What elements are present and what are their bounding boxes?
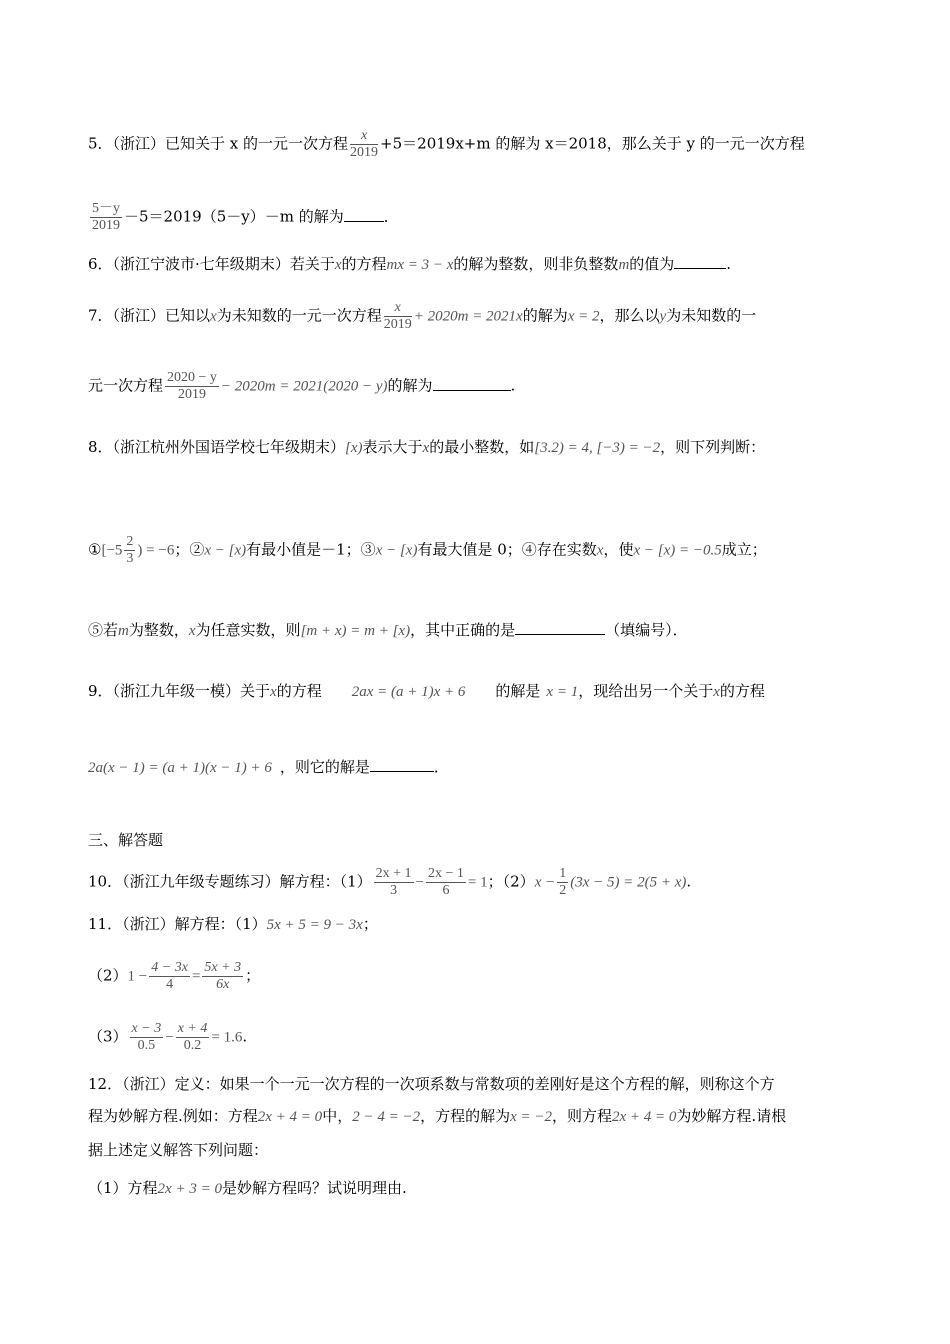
q8-line1: 8．（浙江杭州外国语学校七年级期末）[x)表示大于x的最小整数，如[3.2) = 4, [−3) = −2，则下列判断： xyxy=(88,438,766,456)
q10-line: 10．（浙江九年级专题练习）解方程：（1） $\frac{2x + 1}{3}$ − $\frac{2x - 1}{6}$ = 1；（2）x − $\frac{1}{2}$ (3x − 5) = 2(5 + x). xyxy=(88,866,692,898)
q11-fraction-1: $\frac{4 - 3x}{4}$ xyxy=(151,960,188,992)
q5-line2: $\frac{5-y}{2019}$ －5＝2019（5－y）－m 的解为 ． xyxy=(92,201,399,233)
q6-line: 6．（浙江宁波市·七年级期末）若关于x的方程mx = 3 − x的解为整数，则非负整数m的值为 . xyxy=(88,255,732,273)
q5-line1: 5．（浙江）已知关于 x 的一元一次方程 $\frac{x}{2019}$ +5＝2019x+m 的解为 x＝2018，那么关于 y 的一元一次方程 xyxy=(88,128,805,160)
q10-fraction-2: $\frac{2x - 1}{6}$ xyxy=(428,866,464,898)
q5-fraction-2: $\frac{5-y}{2019}$ xyxy=(92,201,120,233)
q9-line1: 9．（浙江九年级一模）关于x的方程 2ax = (a + 1)x + 6 的解是 x = 1，现给出另一个关于x的方程 xyxy=(88,682,765,700)
q7-answer-blank[interactable] xyxy=(433,376,511,391)
q11-fraction-2: $\frac{5x + 3}{6x}$ xyxy=(204,960,242,992)
q8-line2: ①[−5 $\frac{2}{3}$ ) = −6；②x − [x)有最小值是－1；③x − [x)有最大值是 0；④存在实数x，使x − [x) = −0.5成立； xyxy=(88,534,767,566)
q12-line2: 程为妙解方程.例如：方程2x + 4 = 0中，2 − 4 = −2，方程的解为x = −2，则方程2x + 4 = 0为妙解方程.请根 xyxy=(88,1107,787,1125)
q12-part1: （1）方程2x + 3 = 0是妙解方程吗？试说明理由. xyxy=(88,1179,407,1197)
q7-fraction-2: $\frac{2020 - y}{2019}$ xyxy=(167,370,217,402)
section-title: 三、解答题 xyxy=(88,831,164,849)
q8-fraction: $\frac{2}{3}$ xyxy=(126,534,134,566)
q7-fraction-1: $\frac{x}{2019}$ xyxy=(383,300,412,332)
q5-fraction-1: $\frac{x}{2019}$ xyxy=(350,128,379,160)
q9-line2: 2a(x − 1) = (a + 1)(x − 1) + 6 ，则它的解是 ． xyxy=(88,758,449,776)
q7-line1: 7．（浙江）已知以x为未知数的一元一次方程 $\frac{x}{2019}$ + 2020m = 2021x的解为x = 2，那么以y为未知数的一 xyxy=(88,300,757,332)
q8-line3: ⑤若m为整数，x为任意实数，则[m + x) = m + [x)，其中正确的是 （填编号）． xyxy=(88,621,688,639)
q5-answer-blank[interactable] xyxy=(344,207,384,222)
q10-fraction-1: $\frac{2x + 1}{3}$ xyxy=(375,866,412,898)
q11-line3: （3） $\frac{x - 3}{0.5}$ − $\frac{x + 4}{0.2}$ = 1.6. xyxy=(88,1021,248,1053)
q11-line1: 11．（浙江）解方程：（1）5x + 5 = 9 − 3x； xyxy=(88,915,378,933)
q12-line3: 据上述定义解答下列问题： xyxy=(88,1141,269,1159)
q7-line2: 元一次方程 $\frac{2020 - y}{2019}$ − 2020m = 2021(2020 − y)的解为 . xyxy=(88,370,516,402)
q11-fraction-4: $\frac{x + 4}{0.2}$ xyxy=(177,1021,208,1053)
q9-answer-blank[interactable] xyxy=(370,757,434,772)
q11-line2: （2）1 − $\frac{4 - 3x}{4}$ = $\frac{5x + 3}{6x}$ ； xyxy=(88,960,261,992)
q11-fraction-3: $\frac{x - 3}{0.5}$ xyxy=(131,1021,162,1053)
q8-answer-blank[interactable] xyxy=(515,620,605,635)
q6-answer-blank[interactable] xyxy=(674,254,726,269)
q10-fraction-3: $\frac{1}{2}$ xyxy=(559,866,567,898)
q12-line1: 12．（浙江）定义：如果一个一元一次方程的一次项系数与常数项的差刚好是这个方程的解，则称这个方 xyxy=(88,1075,775,1093)
